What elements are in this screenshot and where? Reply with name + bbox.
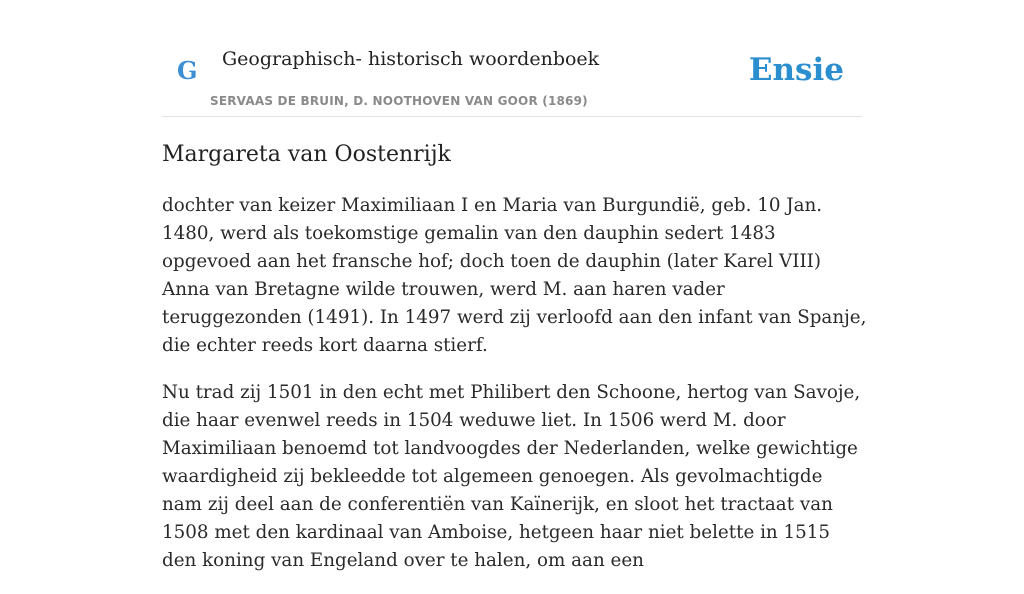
ensie-logo-link[interactable]: Ensie (748, 52, 844, 88)
book-authors: SERVAAS DE BRUIN, D. NOOTHOVEN VAN GOOR (1869) (210, 94, 588, 108)
paragraph: dochter van keizer Maximiliaan I en Maria van Burgundië, geb. 10 Jan. 1480, werd als toekomstige gemalin van den dauphin sedert 1483 opgevoed aan het fransche hof; doch toen de dauphin (later Karel VIII) Anna van Bretagne wilde trouwen, werd M. aan haren vader teruggezonden (1491). In 1497 werd zij verloofd aan den infant van Spanje, die echter reeds kort daarna stierf. (162, 195, 867, 356)
article-body (162, 192, 867, 594)
paragraph: Nu trad zij 1501 in den echt met Philibert den Schoone, hertog van Savoje, die haar evenwel reeds in 1504 weduwe liet. In 1506 werd M. door Maximiliaan benoemd tot landvoogdes der Nederlanden, welke gewichtige waardigheid zij bekleedde tot algemeen genoegen. Als gevolmachtigde nam zij deel aan de conferentiën van Kaïnerijk, en sloot het tractaat van 1508 met den kardinaal van Amboise, hetgeen haar niet belette in 1515 den koning van Engeland over te halen, om aan een (162, 382, 861, 571)
entry-title: Margareta van Oostenrijk (162, 142, 451, 167)
book-title-link[interactable]: Geographisch- historisch woordenboek (222, 48, 600, 70)
book-header (162, 0, 862, 117)
book-letter-link[interactable]: G (177, 56, 198, 85)
